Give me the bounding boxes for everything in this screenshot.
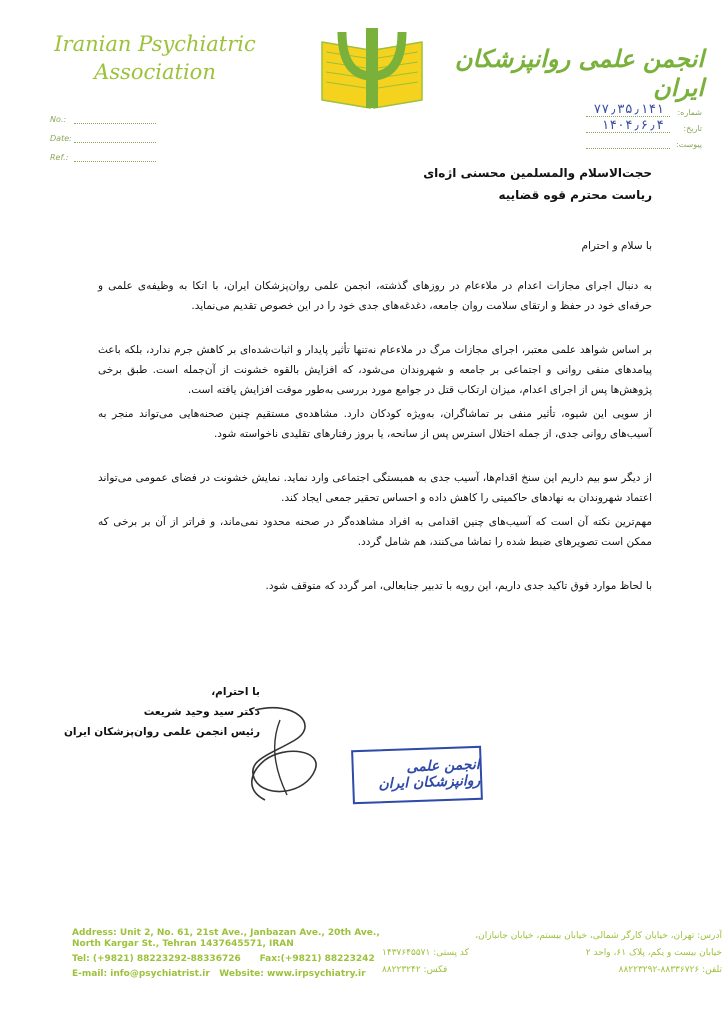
signer-title: رئیس انجمن علمی روان‌پزشکان ایران [63,726,260,738]
footer-en-email: E-mail: info@psychiatrist.ir [72,969,210,979]
paragraph-3: از سویی این شیوه، تأثیر منفی بر تماشاگران، به‌ویژه کودکان دارد. مشاهده‌ی مستقیم چنین صحنه‌هایی می‌تواند منجر به آسیب‌های روانی جدی، از جمله اختلال استرس پس از سانحه، یا بروز رفتارهای تقلیدی ناخواسته شود. [98,408,652,440]
footer-fa-postal: کد پستی: ۱۴۳۷۶۴۵۵۷۱ [382,948,469,958]
ref-fa-attachment-line [586,140,670,149]
paragraph-4: از دیگر سو بیم داریم این سنخ اقدام‌ها، آسیب جدی به همبستگی اجتماعی وارد نماید. نمایش خشونت در فضای عمومی می‌تواند اعتماد شهروندان به نهادهای حاکمیتی را کاهش داده و احساس تحقیر جمعی ایجاد کند. [98,472,652,504]
ref-fa-no-label: شماره: [677,107,702,117]
ref-date-line [74,134,156,143]
footer-en-address-line1: Address: Unit 2, No. 61, 21st Ave., Janbazan Ave., 20th Ave., [72,928,380,938]
paragraph-6: با لحاظ موارد فوق تاکید جدی داریم، این رویه با تدبیر جنابعالی، امر گردد که متوقف شود. [265,580,652,592]
ref-fa-no-line [586,101,670,117]
ref-fa-attachment-label: پیوست: [675,139,702,149]
footer-en-address-line2: North Kargar St., Tehran 1437645571, IRAN [72,939,294,949]
ref-fa-date-label: تاریخ: [683,123,702,133]
greeting: با سلام و احترام [581,240,652,252]
footer-en-fax: Fax:(+9821) 88223242 [259,954,375,964]
closing: با احترام، [211,686,260,698]
signer-name: دکتر سید وحید شریعت [143,706,260,718]
ref-fa-date-line [586,117,670,133]
organization-stamp: انجمن علمی روانپزشکان ایران [351,746,483,805]
ref-no-line [74,115,156,124]
ref-ref-label: Ref.: [50,153,69,162]
reference-block-fa [586,101,702,152]
ref-fa-date-value: ۱۴۰۴٫۶٫۴ [601,117,664,133]
footer-address-fa [382,928,722,979]
letter-body [98,162,652,600]
recipient-name: حجت‌الاسلام والمسلمین محسنی اژه‌ای [423,166,652,180]
footer-fa-address-line2: خیابان بیست و یکم، پلاک ۶۱، واحد ۲ [585,948,722,958]
ref-date-label: Date: [50,134,72,143]
ref-ref-line [74,153,156,162]
ref-no-label: No.: [50,115,67,124]
psi-book-logo [320,28,424,110]
footer-address-en [72,928,380,980]
paragraph-1: به دنبال اجرای مجازات اعدام در ملاءعام در روزهای گذشته، انجمن علمی روان‌پزشکان ایران، با اتکا به وظیفه‌ی علمی و حرفه‌ای خود در حفظ و ارتقای سلامت روان جامعه، دغدغه‌های جدی خود را در این خصوص تقدیم می‌نماید. [98,280,652,312]
footer-en-website: Website: www.irpsychiatry.ir [219,969,366,979]
recipient [98,162,652,206]
footer-fa-tel: تلفن: ۸۸۳۳۶۷۲۶-۸۸۲۲۳۲۹۲ [618,965,722,975]
org-name-fa: انجمن علمی روانپزشکان ایران [454,44,704,102]
org-name-en [40,30,270,86]
footer-fa-address-line1: آدرس: تهران، خیابان کارگر شمالی، خیابان بیستم، خیابان جانبازان، [475,931,722,941]
paragraph-2: بر اساس شواهد علمی معتبر، اجرای مجازات مرگ در ملاءعام نه‌تنها تأثیر پایدار و اثبات‌شده‌ای بر کاهش جرم ندارد، بلکه باعث پیامدهای منفی روانی و اجتماعی بر جامعه و شهروندان می‌شود، که افزایش بالقوه خشونت از آن‌جمله است. طبق برخی پژوهش‌ها پس از اجرای اعدام، میزان ارتکاب قتل در جوامع مورد بررسی به‌طور موقت افزایش یافته است. [98,344,652,396]
footer-fa-fax: فکس: ۸۸۲۲۳۲۴۲ [382,965,448,975]
handwritten-signature [225,700,335,805]
paragraph-5: مهم‌ترین نکته آن است که آسیب‌های چنین اقدامی به افراد مشاهده‌گر در صحنه محدود نمی‌ماند، و فراتر از آن بر برخی که ممکن است تصویرهای ضبط شده را تماشا می‌کنند، هم شامل گردد. [98,516,652,548]
ref-fa-no-value: ۷۷٫۳۵٫۱۴۱ [593,101,664,117]
org-name-en-line1: Iranian Psychiatric [54,32,256,56]
footer-en-tel: Tel: (+9821) 88223292-88336726 [72,954,241,964]
reference-block-en [50,110,156,167]
org-name-en-line2: Association [94,60,216,84]
recipient-title: ریاست محترم قوه قضاییه [498,188,652,202]
